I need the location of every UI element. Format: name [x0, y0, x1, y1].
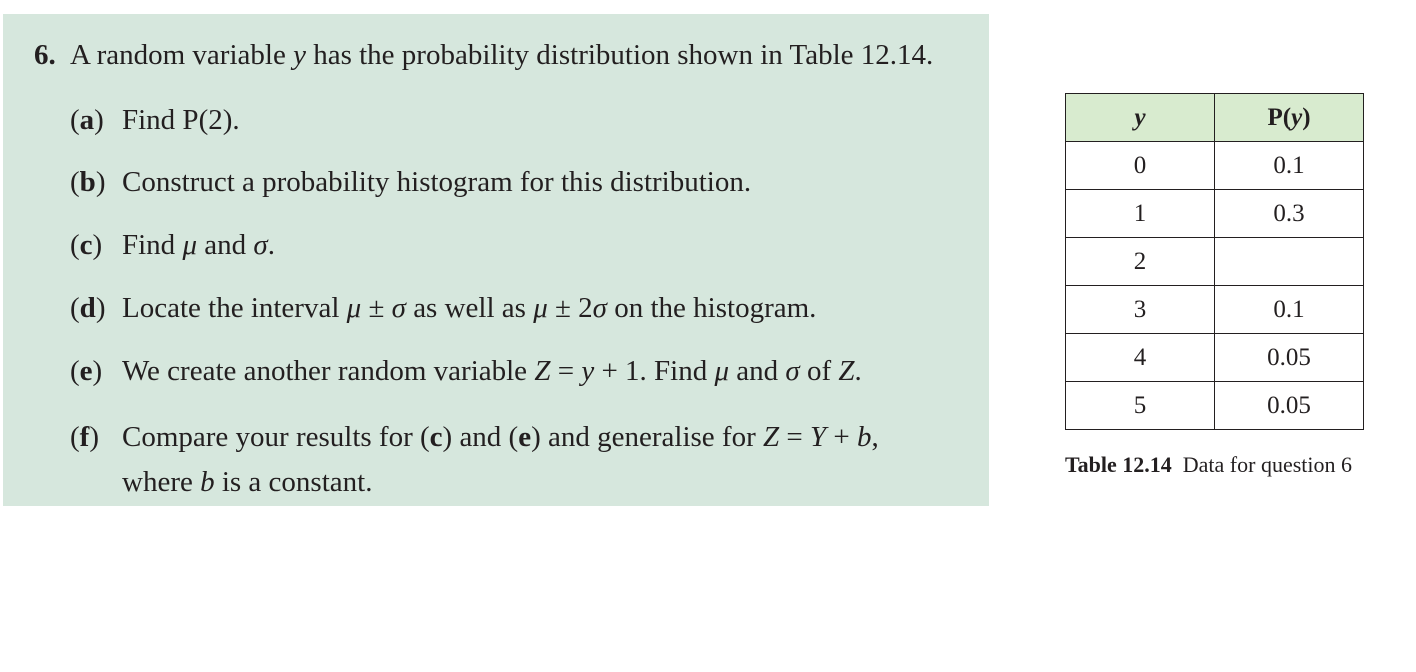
question-number: 6.	[34, 39, 56, 71]
table-caption	[1065, 452, 1352, 478]
part-d	[70, 291, 816, 325]
part-b-text: Construct a probability histogram for this distribution.	[122, 166, 752, 198]
cell-py: 0.1	[1215, 142, 1364, 190]
cell-py: 0.05	[1215, 382, 1364, 430]
part-f-text: Compare your results for (c) and (e) and generalise for Z = Y + b,	[122, 421, 879, 453]
part-c-text: Find μ and σ.	[122, 229, 275, 261]
part-b	[70, 165, 751, 199]
part-d-label: (d)	[70, 292, 106, 324]
cell-y: 1	[1066, 190, 1215, 238]
cell-y: 3	[1066, 286, 1215, 334]
cell-y: 2	[1066, 238, 1215, 286]
table-row	[1066, 238, 1364, 286]
part-e	[70, 354, 862, 388]
table-row	[1066, 334, 1364, 382]
part-e-text: We create another random variable Z = y + 1. Find μ and σ of Z.	[122, 355, 862, 387]
header-y: y	[1066, 94, 1215, 142]
cell-y: 4	[1066, 334, 1215, 382]
cell-y: 0	[1066, 142, 1215, 190]
table-row	[1066, 142, 1364, 190]
header-py: P(y)	[1215, 94, 1364, 142]
probability-table	[1065, 93, 1364, 430]
part-d-text: Locate the interval μ ± σ as well as μ ± 2σ on the histogram.	[122, 292, 817, 324]
part-c-label: (c)	[70, 229, 103, 261]
cell-py: 0.05	[1215, 334, 1364, 382]
part-f	[70, 420, 879, 454]
cell-y: 5	[1066, 382, 1215, 430]
part-c	[70, 228, 275, 262]
table-row	[1066, 382, 1364, 430]
part-f-label: (f)	[70, 421, 100, 453]
cell-py	[1215, 238, 1364, 286]
part-a-text: Find P(2).	[122, 104, 240, 136]
question-stem: A random variable y has the probability distribution shown in Table 12.14.	[70, 39, 934, 71]
part-a-label: (a)	[70, 104, 104, 136]
table-row	[1066, 286, 1364, 334]
part-a	[70, 103, 240, 137]
table-header-row	[1066, 94, 1364, 142]
cell-py: 0.1	[1215, 286, 1364, 334]
table-row	[1066, 190, 1364, 238]
part-b-label: (b)	[70, 166, 106, 198]
caption-label: Table 12.14	[1065, 452, 1172, 477]
part-e-label: (e)	[70, 355, 103, 387]
caption-text: Data for question 6	[1182, 452, 1353, 477]
part-f-continuation: where b is a constant.	[122, 466, 373, 498]
cell-py: 0.3	[1215, 190, 1364, 238]
